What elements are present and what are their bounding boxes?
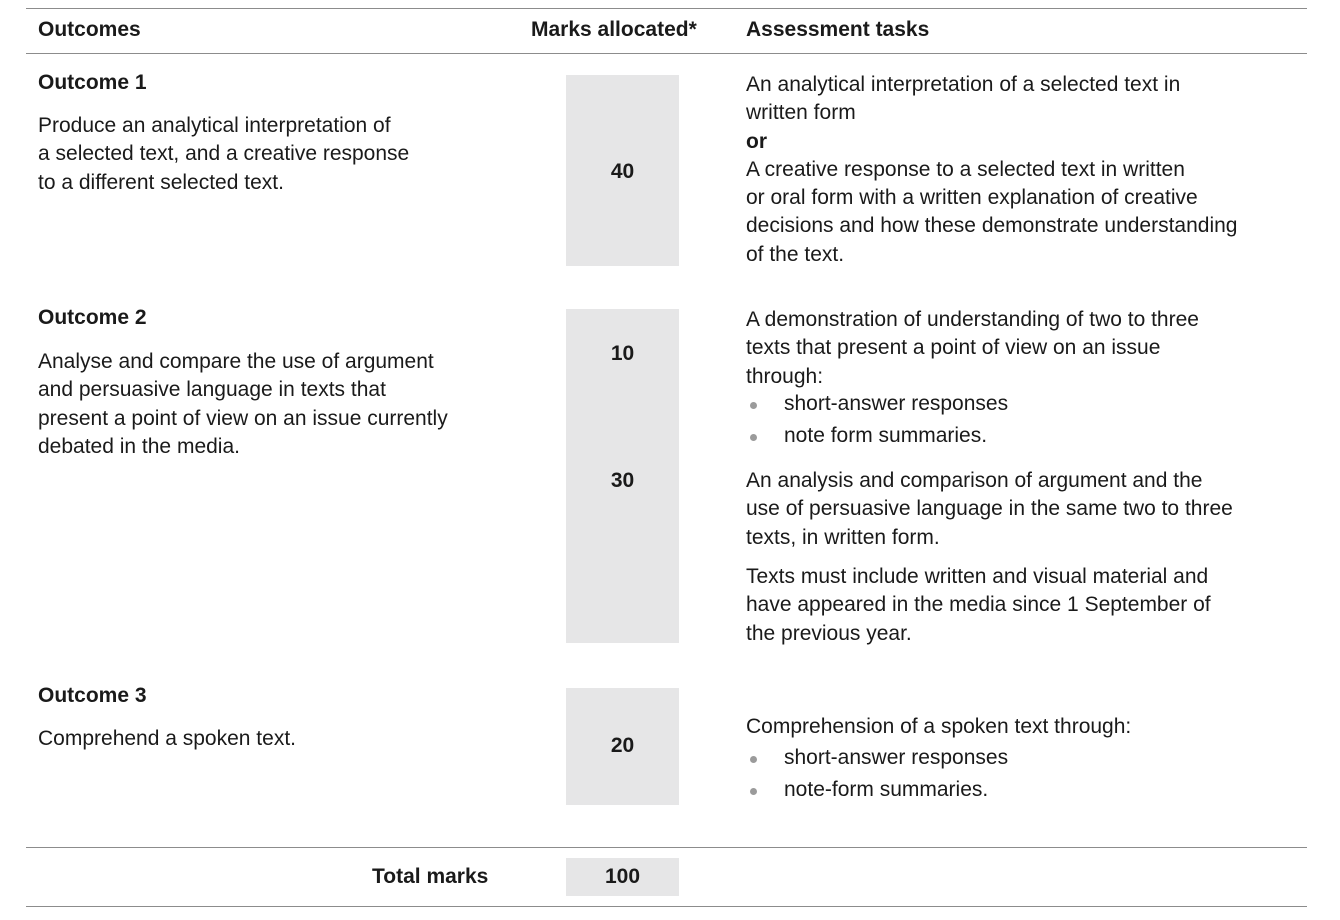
bullet-icon bbox=[750, 434, 757, 441]
outcome-3-title: Outcome 3 bbox=[38, 684, 147, 707]
total-marks-label: Total marks bbox=[372, 865, 489, 888]
total-top-rule bbox=[26, 847, 1307, 848]
header-bottom-rule bbox=[26, 53, 1307, 54]
header-assessment-tasks: Assessment tasks bbox=[746, 18, 930, 41]
outcome-2-task-note: Texts must include written and visual material and have appeared in the media since 1 September of the previous year. bbox=[746, 565, 1211, 645]
outcome-3-marks: 20 bbox=[610, 734, 635, 757]
outcome-3-description: Comprehend a spoken text. bbox=[38, 727, 296, 750]
outcome-1-tasks: An analytical interpretation of a selected text in written form or A creative response to a selected text in written or oral form with a written explanation of creative decisions and how these demonstrate understanding of the text. bbox=[746, 73, 1238, 266]
table-bottom-rule bbox=[26, 906, 1307, 907]
outcome-2-task-a: A demonstration of understanding of two to three texts that present a point of view on an issue through: bbox=[746, 308, 1199, 388]
bullet-icon bbox=[750, 756, 757, 763]
outcome-2-title: Outcome 2 bbox=[38, 306, 147, 329]
or-connector: or bbox=[746, 129, 767, 153]
bullet-icon bbox=[750, 402, 757, 409]
outcome-1-description: Produce an analytical interpretation of a selected text, and a creative response to a different selected text. bbox=[38, 114, 410, 194]
outcome-2-task-b: An analysis and comparison of argument and the use of persuasive language in the same two to three texts, in written form. bbox=[746, 469, 1233, 549]
outcome-1-marks: 40 bbox=[610, 160, 635, 183]
outcome-1-title: Outcome 1 bbox=[38, 71, 147, 94]
outcome-2-description: Analyse and compare the use of argument and persuasive language in texts that present a point of view on an issue currently debated in the media. bbox=[38, 350, 448, 458]
outcome-2-marks-b: 30 bbox=[610, 469, 635, 492]
bullet-icon bbox=[750, 788, 757, 795]
outcome-3-task: Comprehension of a spoken text through: bbox=[746, 715, 1132, 738]
outcome-2-marks-a: 10 bbox=[610, 342, 635, 365]
table-top-rule bbox=[26, 8, 1307, 9]
total-marks-value: 100 bbox=[604, 865, 641, 888]
header-marks-allocated: Marks allocated* bbox=[531, 18, 697, 41]
header-outcomes: Outcomes bbox=[38, 18, 141, 41]
